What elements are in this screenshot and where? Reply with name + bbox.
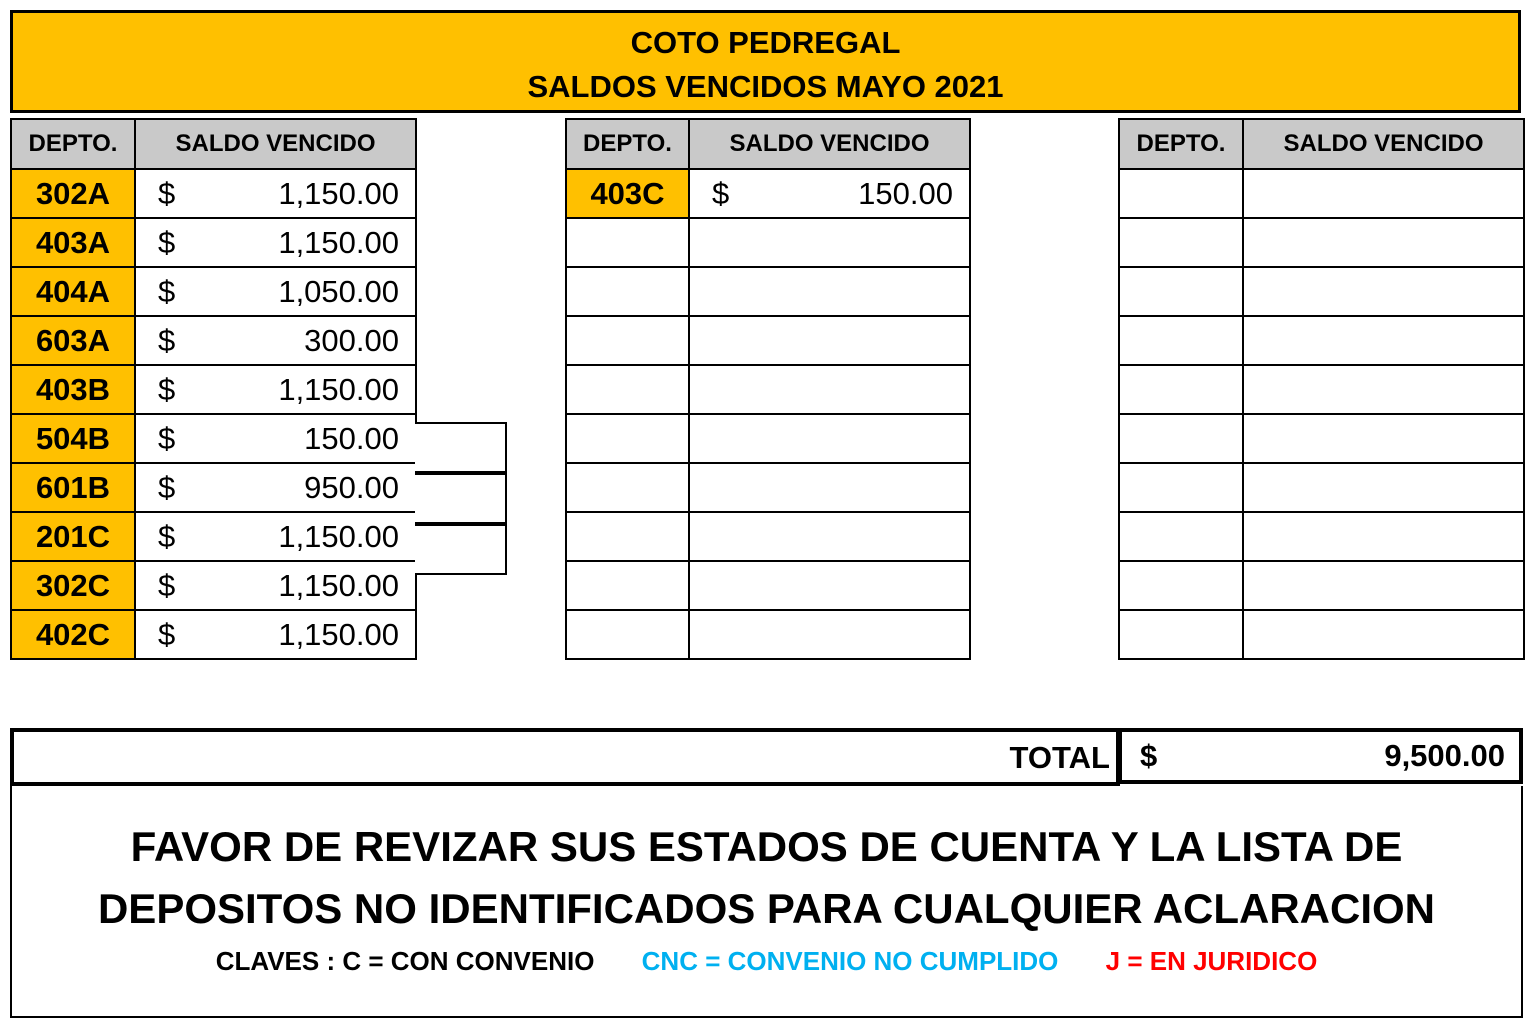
dept-cell: 403C	[566, 169, 689, 218]
empty-balance-cell	[689, 316, 970, 365]
empty-balance-cell	[689, 218, 970, 267]
col-header-balance: SALDO VENCIDO	[1243, 119, 1524, 169]
empty-balance-cell	[689, 414, 970, 463]
balance-amount: 300.00	[304, 322, 399, 358]
dept-cell: 402C	[11, 610, 135, 659]
dept-cell: 404A	[11, 267, 135, 316]
empty-balance-cell	[1243, 365, 1524, 414]
balance-cell	[689, 169, 970, 218]
empty-dept-cell	[566, 218, 689, 267]
balance-table-1	[10, 118, 417, 660]
dept-cell: 403A	[11, 218, 135, 267]
table-row	[1119, 512, 1524, 561]
balance-cell	[135, 267, 416, 316]
empty-balance-cell	[689, 463, 970, 512]
table-row	[11, 316, 416, 365]
currency-symbol: $	[158, 567, 176, 603]
notice-line-2: DEPOSITOS NO IDENTIFICADOS PARA CUALQUIER ACLARACION	[97, 885, 1436, 932]
table-row	[11, 512, 416, 561]
empty-balance-cell	[1243, 414, 1524, 463]
key-cnc: CNC = CONVENIO NO CUMPLIDO	[641, 946, 1059, 976]
empty-dept-cell	[1119, 169, 1243, 218]
currency-symbol: $	[158, 371, 176, 407]
dept-cell: 504B	[11, 414, 135, 463]
side-cell	[415, 473, 507, 524]
total-amount: 9,500.00	[1384, 738, 1505, 773]
currency-symbol: $	[158, 420, 176, 456]
empty-dept-cell	[566, 267, 689, 316]
side-cell	[415, 524, 507, 575]
empty-dept-cell	[566, 414, 689, 463]
table-row	[566, 414, 970, 463]
dept-cell: 603A	[11, 316, 135, 365]
balance-cell	[135, 561, 416, 610]
balance-cell	[135, 218, 416, 267]
dept-cell: 302A	[11, 169, 135, 218]
currency-symbol: $	[158, 469, 176, 505]
total-row	[10, 728, 1523, 786]
currency-symbol: $	[1140, 738, 1158, 773]
keys-legend	[12, 946, 1521, 977]
empty-balance-cell	[1243, 561, 1524, 610]
empty-balance-cell	[1243, 218, 1524, 267]
empty-dept-cell	[1119, 512, 1243, 561]
total-amount-cell	[1120, 728, 1523, 784]
empty-dept-cell	[1119, 267, 1243, 316]
empty-balance-cell	[1243, 463, 1524, 512]
balance-amount: 150.00	[858, 175, 953, 211]
dept-cell: 403B	[11, 365, 135, 414]
empty-dept-cell	[1119, 316, 1243, 365]
table-row	[11, 218, 416, 267]
balance-amount: 1,150.00	[278, 518, 399, 554]
table-row	[566, 169, 970, 218]
empty-balance-cell	[1243, 610, 1524, 659]
notice-line-1: FAVOR DE REVIZAR SUS ESTADOS DE CUENTA Y LA LISTA DE	[130, 823, 1403, 870]
notice-box	[10, 786, 1523, 1018]
empty-dept-cell	[1119, 365, 1243, 414]
table-row	[1119, 414, 1524, 463]
empty-dept-cell	[566, 512, 689, 561]
balance-table-2	[565, 118, 971, 660]
table-row	[11, 561, 416, 610]
empty-balance-cell	[689, 365, 970, 414]
currency-symbol: $	[158, 518, 176, 554]
balance-amount: 1,150.00	[278, 371, 399, 407]
empty-dept-cell	[1119, 414, 1243, 463]
table-row	[566, 463, 970, 512]
table-row	[566, 218, 970, 267]
balance-amount: 1,050.00	[278, 273, 399, 309]
dept-cell: 601B	[11, 463, 135, 512]
dept-cell: 302C	[11, 561, 135, 610]
header-subtitle: SALDOS VENCIDOS MAYO 2021	[527, 69, 1004, 104]
currency-symbol: $	[158, 224, 176, 260]
empty-dept-cell	[566, 561, 689, 610]
empty-balance-cell	[689, 267, 970, 316]
table-row	[11, 365, 416, 414]
col-header-dept: DEPTO.	[11, 119, 135, 169]
col-header-dept: DEPTO.	[1119, 119, 1243, 169]
table-row	[11, 169, 416, 218]
balance-amount: 1,150.00	[278, 175, 399, 211]
currency-symbol: $	[158, 322, 176, 358]
empty-balance-cell	[689, 561, 970, 610]
currency-symbol: $	[158, 616, 176, 652]
total-label: TOTAL	[10, 728, 1120, 786]
balance-cell	[135, 512, 416, 561]
table-row	[566, 267, 970, 316]
empty-dept-cell	[566, 463, 689, 512]
empty-balance-cell	[1243, 267, 1524, 316]
empty-balance-cell	[689, 512, 970, 561]
currency-symbol: $	[712, 175, 730, 211]
table-row	[1119, 610, 1524, 659]
table-row	[1119, 561, 1524, 610]
col-header-dept: DEPTO.	[566, 119, 689, 169]
balance-table-3	[1118, 118, 1525, 660]
balance-amount: 150.00	[304, 420, 399, 456]
balance-amount: 1,150.00	[278, 616, 399, 652]
header-title: COTO PEDREGAL	[630, 25, 901, 60]
key-convenio: CLAVES : C = CON CONVENIO	[215, 946, 595, 976]
table-row	[1119, 316, 1524, 365]
balance-cell	[135, 610, 416, 659]
currency-symbol: $	[158, 175, 176, 211]
table-row	[11, 610, 416, 659]
empty-dept-cell	[566, 610, 689, 659]
balance-cell	[135, 414, 416, 463]
balance-cell	[135, 463, 416, 512]
empty-balance-cell	[689, 610, 970, 659]
balance-amount: 1,150.00	[278, 567, 399, 603]
table-row	[11, 414, 416, 463]
empty-dept-cell	[566, 365, 689, 414]
empty-balance-cell	[1243, 316, 1524, 365]
sheet-header	[10, 10, 1521, 113]
empty-balance-cell	[1243, 512, 1524, 561]
table-row	[566, 561, 970, 610]
balance-amount: 950.00	[304, 469, 399, 505]
empty-dept-cell	[1119, 463, 1243, 512]
table-row	[1119, 365, 1524, 414]
table-row	[1119, 218, 1524, 267]
empty-dept-cell	[566, 316, 689, 365]
col-header-balance: SALDO VENCIDO	[689, 119, 970, 169]
empty-dept-cell	[1119, 561, 1243, 610]
table-row	[566, 316, 970, 365]
key-juridico: J = EN JURIDICO	[1105, 946, 1318, 976]
table-row	[1119, 267, 1524, 316]
side-cell	[415, 422, 507, 473]
table-row	[566, 365, 970, 414]
table-row	[11, 267, 416, 316]
balance-cell	[135, 365, 416, 414]
empty-dept-cell	[1119, 610, 1243, 659]
table-row	[566, 610, 970, 659]
currency-symbol: $	[158, 273, 176, 309]
table-row	[1119, 169, 1524, 218]
dept-cell: 201C	[11, 512, 135, 561]
balance-cell	[135, 169, 416, 218]
empty-dept-cell	[1119, 218, 1243, 267]
col-header-balance: SALDO VENCIDO	[135, 119, 416, 169]
table-row	[1119, 463, 1524, 512]
table-row	[566, 512, 970, 561]
balance-cell	[135, 316, 416, 365]
table-row	[11, 463, 416, 512]
empty-balance-cell	[1243, 169, 1524, 218]
balance-amount: 1,150.00	[278, 224, 399, 260]
